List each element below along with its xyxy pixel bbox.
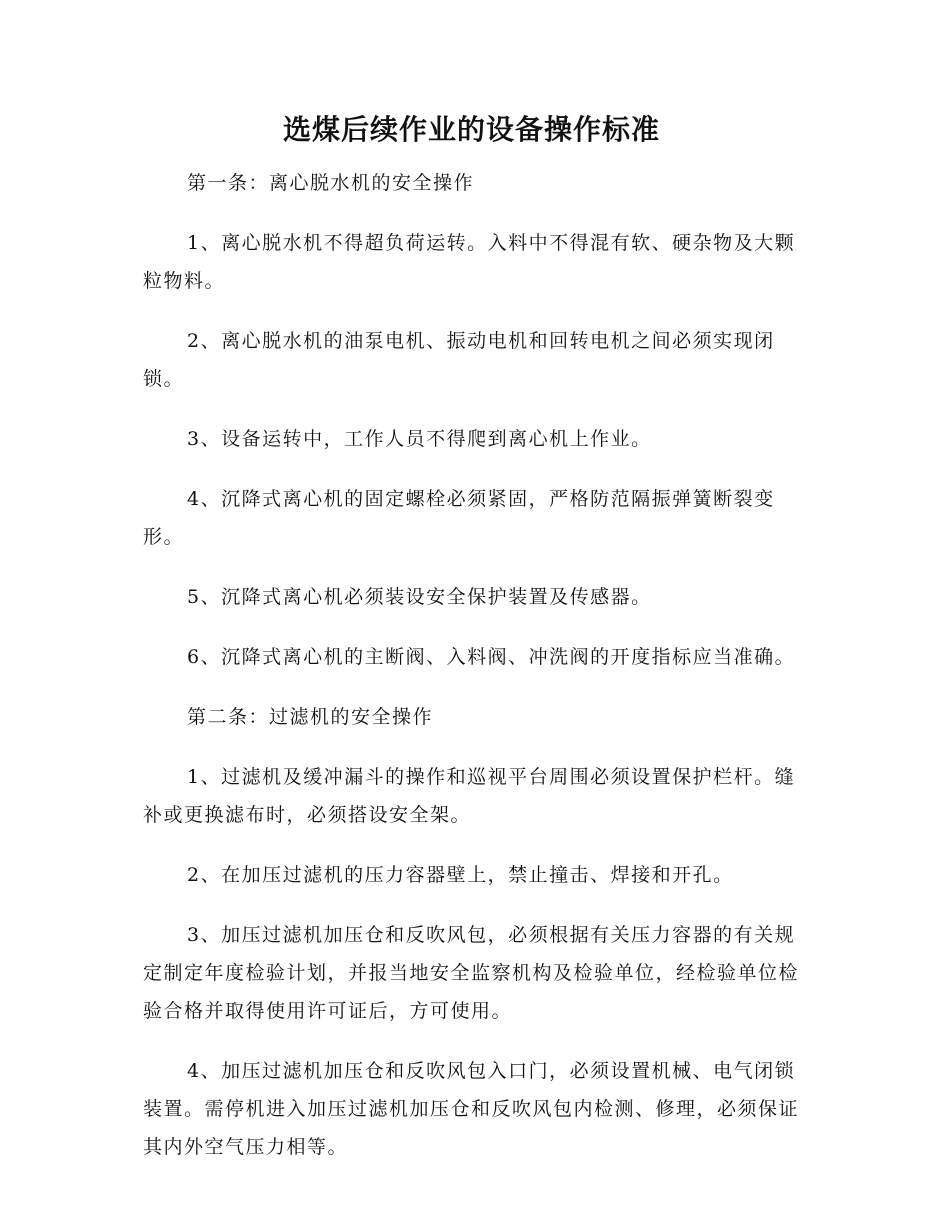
paragraph-2-3: 3、加压过滤机加压仓和反吹风包，必须根据有关压力容器的有关规定制定年度检验计划，并报当地安全监察机构及检验单位，经检验单位检验合格并取得使用许可证后，方可使用。 [143,924,800,1022]
paragraph-2-4: 4、加压过滤机加压仓和反吹风包入口门，必须设置机械、电气闭锁装置。需停机进入加压过滤机加压仓和反吹风包内检测、修理，必须保证其内外空气压力相等。 [143,1060,800,1158]
paragraph-1-2: 2、离心脱水机的油泵电机、振动电机和回转电机之间必须实现闭锁。 [143,330,775,390]
paragraph-1-6: 6、沉降式离心机的主断阀、入料阀、冲洗阀的开度指标应当准确。 [187,646,796,668]
paragraph-2-1: 1、过滤机及缓冲漏斗的操作和巡视平台周围必须设置保护栏杆。缝补或更换滤布时，必须搭设安全架。 [143,766,796,826]
paragraph-2-2: 2、在加压过滤机的压力容器壁上，禁止撞击、焊接和开孔。 [187,864,734,886]
document-title: 选煤后续作业的设备操作标准 [282,113,660,146]
paragraph-1-4: 4、沉降式离心机的固定螺栓必须紧固，严格防范隔振弹簧断裂变形。 [143,488,775,548]
paragraph-1-5: 5、沉降式离心机必须装设安全保护装置及传感器。 [187,586,652,608]
paragraph-1-3: 3、设备运转中，工作人员不得爬到离心机上作业。 [187,428,652,450]
section-heading-2: 第二条：过滤机的安全操作 [187,706,434,728]
section-heading-1: 第一条：离心脱水机的安全操作 [187,172,475,194]
paragraph-1-1: 1、离心脱水机不得超负荷运转。入料中不得混有软、硬杂物及大颗粒物料。 [143,232,796,292]
